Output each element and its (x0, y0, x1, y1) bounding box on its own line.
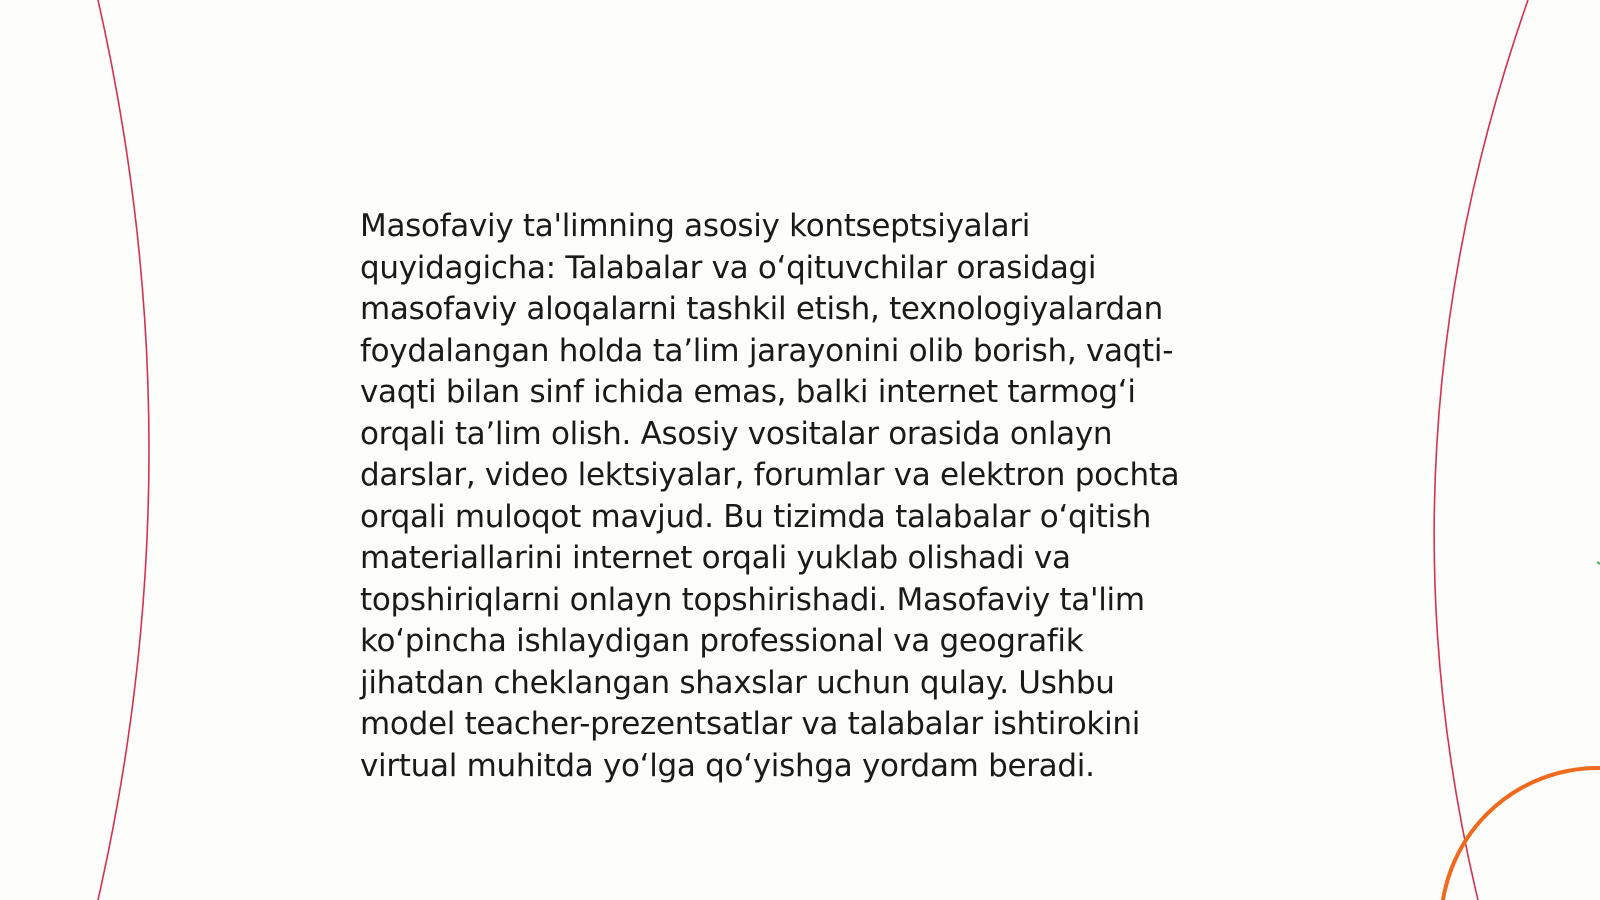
right-curve-line (1434, 0, 1528, 900)
paragraph-line: Masofaviy ta'limning asosiy kontseptsiyalari (360, 208, 1031, 244)
body-paragraph (360, 206, 1240, 787)
paragraph-line: quyidagicha: Talabalar va o‘qituvchilar orasidagi (360, 249, 1097, 286)
paragraph-line: orqali muloqot mavjud. Bu tizimda talabalar o‘qitish (360, 498, 1152, 535)
paragraph-line: darslar, video lektsiyalar, forumlar va elektron pochta (360, 457, 1180, 493)
paragraph-line: foydalangan holda ta’lim jarayonini olib borish, vaqti- (360, 332, 1174, 369)
paragraph-line: model teacher-prezentsatlar va talabalar ishtirokini (360, 706, 1141, 742)
paragraph-line: jihatdan cheklangan shaxslar uchun qulay. Ushbu (360, 664, 1115, 701)
paragraph-line: ko‘pincha ishlaydigan professional va geografik (360, 623, 1084, 659)
paragraph-line: vaqti bilan sinf ichida emas, balki internet tarmog‘i (360, 374, 1136, 410)
left-curve-line (98, 0, 149, 900)
paragraph-line: virtual muhitda yo‘lga qo‘yishga yordam beradi. (360, 747, 1095, 784)
accent-circle-outline (1441, 768, 1600, 900)
paragraph-line: materiallarini internet orqali yuklab olishadi va (360, 540, 1071, 576)
paragraph-line: masofaviy aloqalarni tashkil etish, texnologiyalardan (360, 291, 1163, 327)
paragraph-line: topshiriqlarni onlayn topshirishadi. Masofaviy ta'lim (360, 581, 1145, 618)
paragraph-line: orqali ta’lim olish. Asosiy vositalar orasida onlayn (360, 415, 1113, 452)
